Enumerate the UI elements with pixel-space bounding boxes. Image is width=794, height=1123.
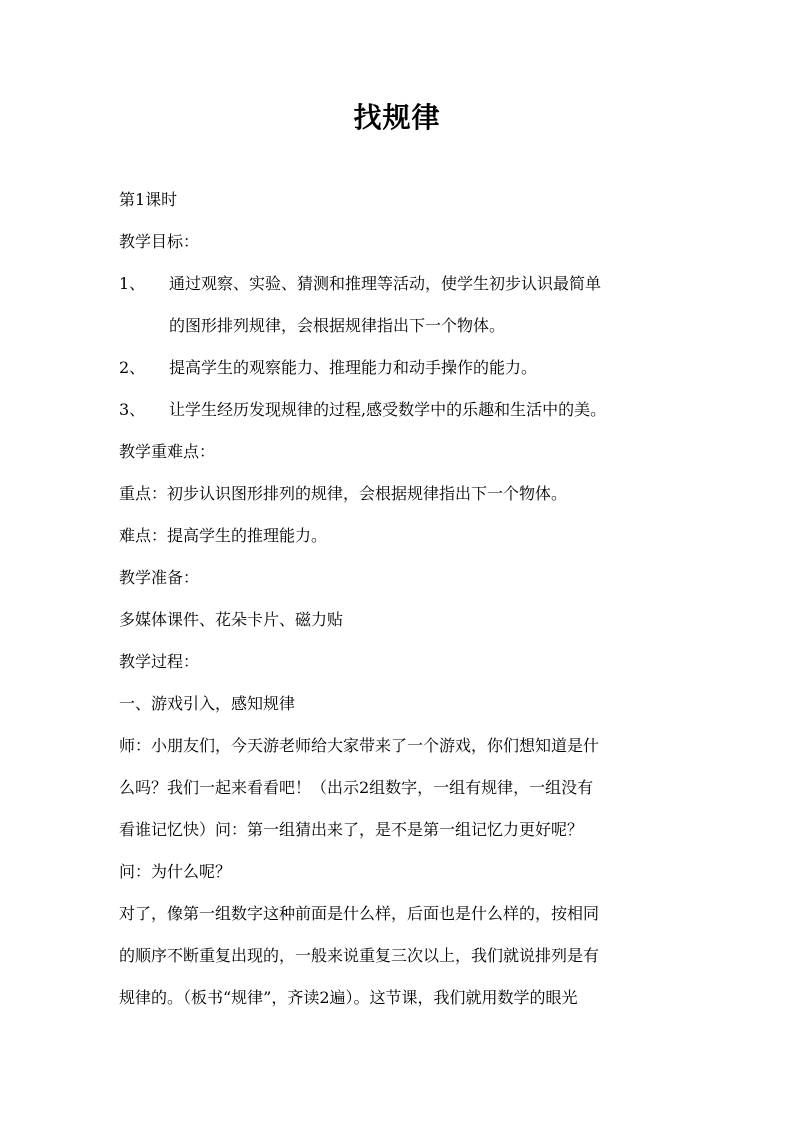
- paragraph-one-line-1: 师：小朋友们，今天游老师给大家带来了一个游戏，你们想知道是什: [119, 736, 600, 755]
- paragraph-one-line-3: 看谁记忆快）问：第一组猜出来了，是不是第一组记忆力更好呢？: [119, 820, 584, 839]
- document-title: 找规律: [353, 101, 441, 134]
- paragraph-one-line-2: 么吗？我们一起来看看吧！（出示2组数字，一组有规律，一组没有: [119, 778, 594, 797]
- objective-3-number: 3、: [119, 400, 146, 419]
- paragraph-two-line-1: 对了，像第一组数字这种前面是什么样，后面也是什么样的，按相同: [119, 904, 600, 923]
- objective-1-line-1: 通过观察、实验、猜测和推理等活动，使学生初步认识最简单: [169, 274, 602, 293]
- objective-3-line-1: 让学生经历发现规律的过程,感受数学中的乐趣和生活中的美。: [169, 400, 607, 419]
- preparation-heading: 教学准备：: [119, 568, 200, 587]
- preparation-text: 多媒体课件、花朵卡片、磁力贴: [119, 610, 344, 629]
- paragraph-two-line-3: 规律的。（板书“规律”，齐读2遍）。这节课，我们就用数学的眼光: [119, 988, 578, 1007]
- question-text: 问：为什么呢？: [119, 862, 232, 881]
- objective-1-line-2: 的图形排列规律，会根据规律指出下一个物体。: [169, 316, 506, 335]
- difficult-point-text: 难点：提高学生的推理能力。: [119, 526, 328, 545]
- objective-2-line-1: 提高学生的观察能力、推理能力和动手操作的能力。: [169, 358, 538, 377]
- lesson-label: 第1课时: [119, 190, 178, 209]
- objectives-heading: 教学目标：: [119, 232, 200, 251]
- key-point-text: 重点：初步认识图形排列的规律，会根据规律指出下一个物体。: [119, 484, 568, 503]
- objective-1-number: 1、: [119, 274, 146, 293]
- section-one-heading: 一、游戏引入，感知规律: [119, 694, 296, 713]
- objective-2-number: 2、: [119, 358, 146, 377]
- process-heading: 教学过程：: [119, 652, 200, 671]
- paragraph-two-line-2: 的顺序不断重复出现的，一般来说重复三次以上，我们就说排列是有: [119, 946, 600, 965]
- key-points-heading: 教学重难点：: [119, 442, 216, 461]
